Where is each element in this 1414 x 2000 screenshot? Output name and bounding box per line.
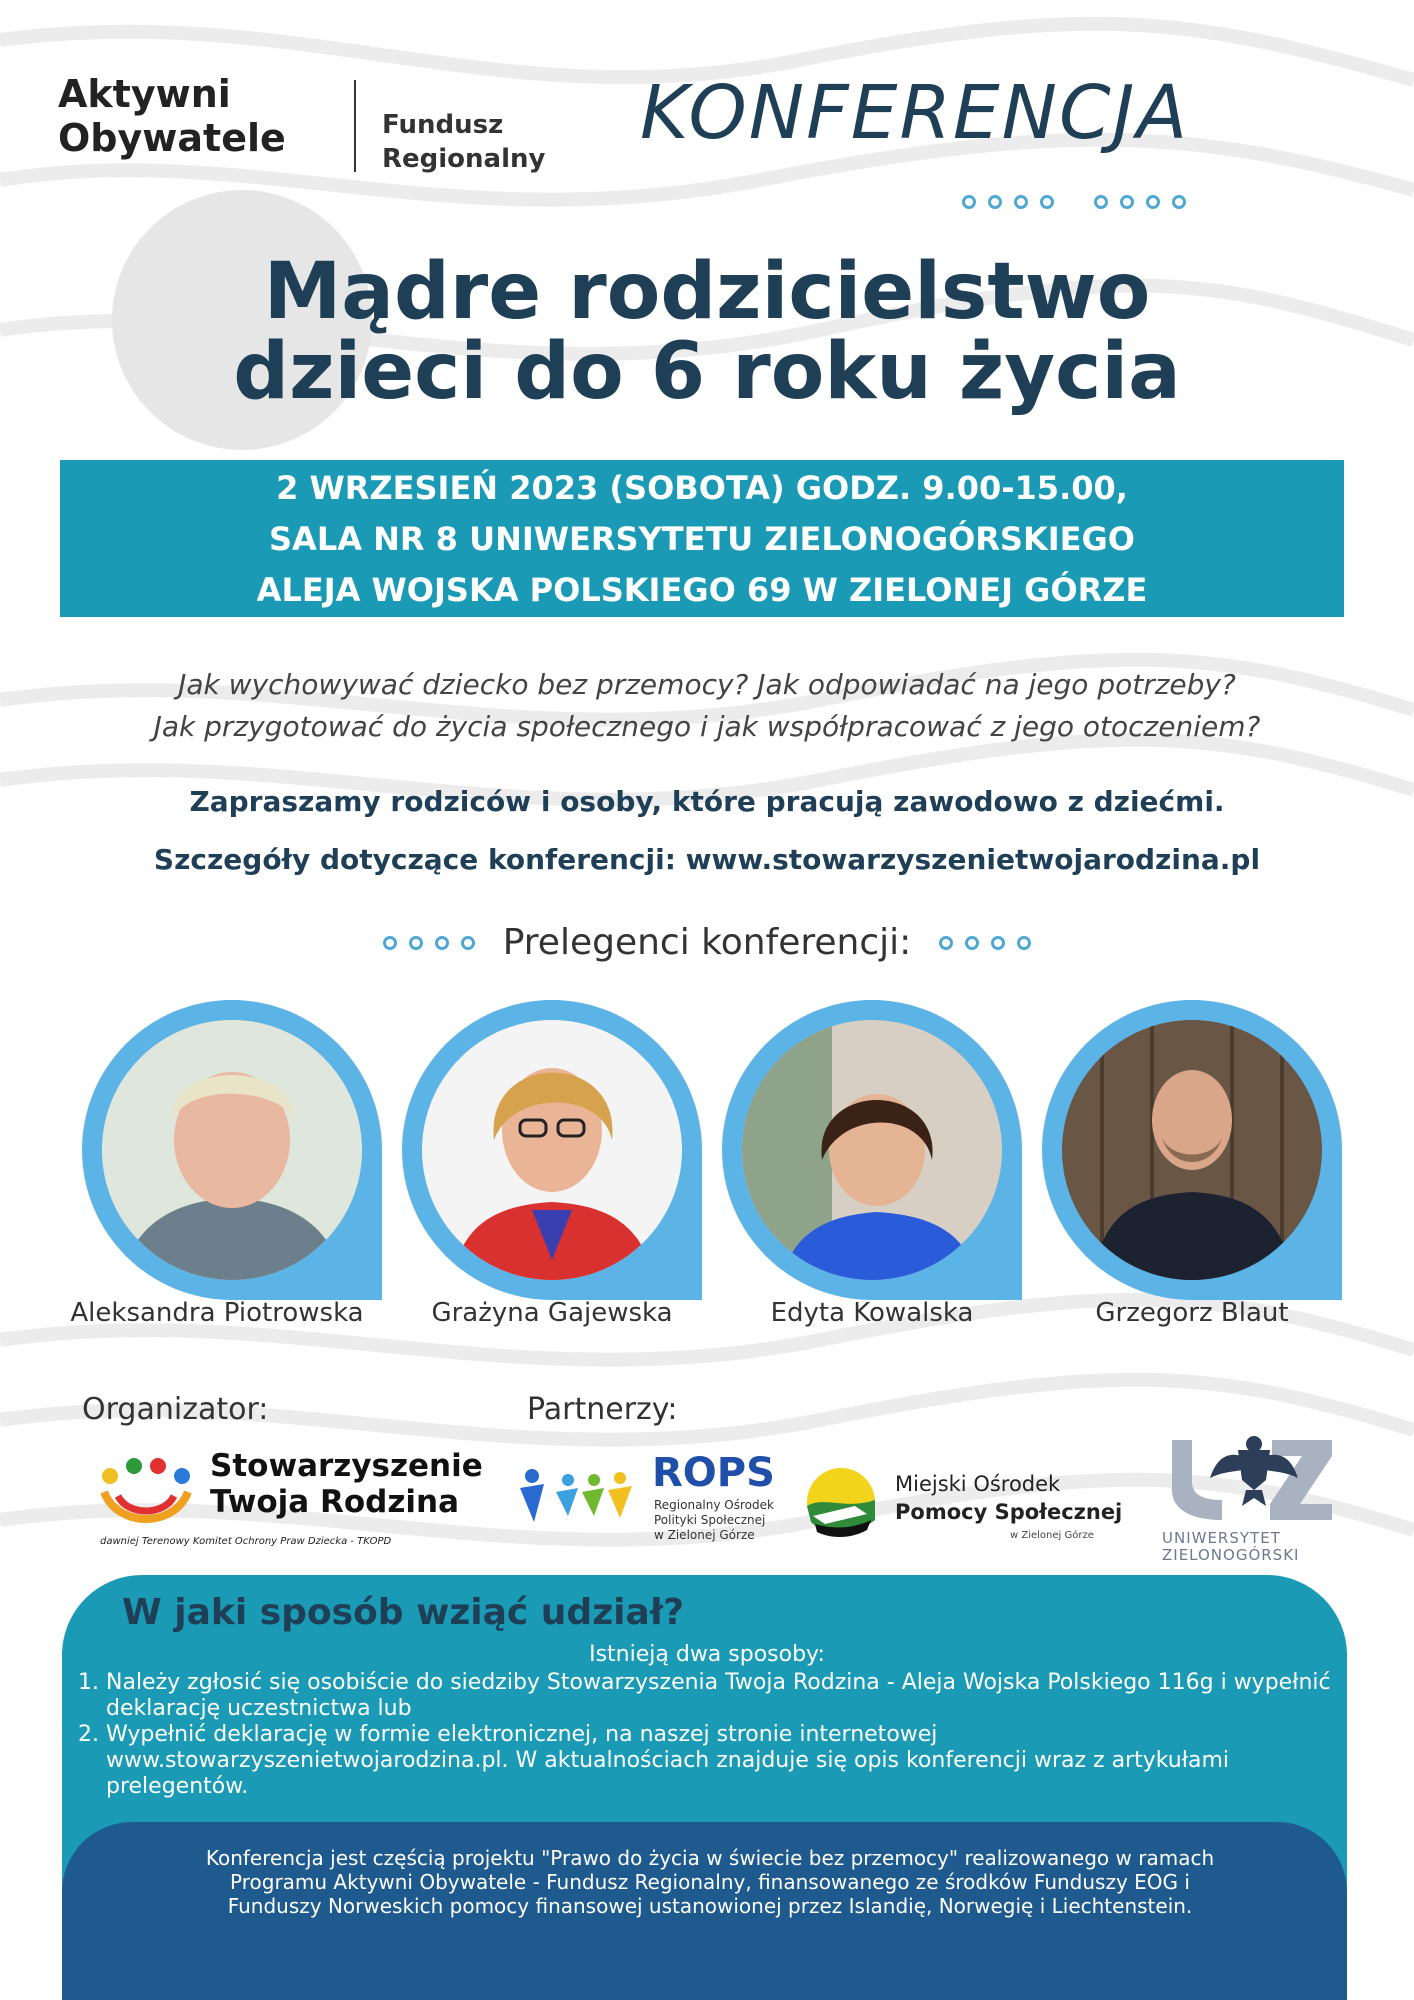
mops-logo-line2: Pomocy Społecznej (895, 1500, 1123, 1524)
rops-logo-name: ROPS (652, 1450, 775, 1496)
logo-ao-line2: Obywatele (58, 116, 286, 160)
footer-line1: Konferencja jest częścią projektu "Prawo do życia w świecie bez przemocy" realizowanego w ramach (205, 1846, 1215, 1870)
speaker-photo-frame (402, 1000, 702, 1300)
speaker-name: Edyta Kowalska (770, 1298, 974, 1328)
mops-logo-line1: Miejski Ośrodek (895, 1472, 1061, 1496)
question-line2: Jak przygotować do życia społecznego i jak współpracować z jego otoczeniem? (153, 710, 1261, 743)
how-to-join-title: W jaki sposób wziąć udział? (122, 1592, 685, 1633)
info-date: 2 WRZESIEŃ 2023 (SOBOTA) GODZ. 9.00-15.00, (276, 469, 1128, 507)
decorative-dots-right (939, 936, 1031, 950)
question-line1: Jak wychowywać dziecko bez przemocy? Jak odpowiadać na jego potrzeby? (178, 668, 1236, 701)
rops-logo-line3: w Zielonej Górze (654, 1528, 755, 1542)
footer-line2: Programu Aktywni Obywatele - Fundusz Regionalny, finansowanego ze środków Funduszy EOG i (230, 1870, 1190, 1894)
speaker-photo (422, 1020, 682, 1280)
details-link-text[interactable]: Szczegóły dotyczące konferencji: www.stowarzyszenietwojarodzina.pl (153, 843, 1261, 876)
speaker-photo (102, 1020, 362, 1280)
mops-logo-line3: w Zielonej Górze (1010, 1530, 1094, 1541)
event-title-line1: Mądre rodzicielstwo (263, 247, 1151, 337)
logo-fr-line2: Regionalny (382, 144, 546, 174)
mops-logo (805, 1462, 1125, 1542)
footer-text (110, 1846, 1310, 1918)
speaker-name: Grażyna Gajewska (431, 1298, 673, 1328)
rops-people-icon (516, 1466, 636, 1526)
list-item: 1. Należy zgłosić się osobiście do siedziby Stowarzyszenia Twoja Rodzina - Aleja Wojska Polskiego 116g i wypełnić deklarację uczestnictwa lub (106, 1670, 1332, 1722)
event-title-line2: dzieci do 6 roku życia (233, 327, 1181, 417)
footer-line3: Funduszy Norweskich pomocy finansowej ustanowionej przez Islandię, Norwegię i Liechtenstein. (227, 1894, 1193, 1918)
decorative-dots-left (383, 936, 475, 950)
logo-fr-line1: Fundusz (382, 110, 504, 140)
uz-logo (1158, 1420, 1348, 1570)
speaker-name: Aleksandra Piotrowska (70, 1298, 364, 1328)
speaker-photo-frame (722, 1000, 1022, 1300)
speaker-photo-frame (82, 1000, 382, 1300)
aktywni-obywatele-logo (58, 72, 286, 160)
rops-logo-line2: Polityki Społecznej (654, 1513, 766, 1527)
speaker-name: Grzegorz Blaut (1095, 1298, 1289, 1328)
event-info-box (60, 460, 1344, 617)
speakers-heading-row (0, 922, 1414, 963)
family-icon (98, 1452, 194, 1532)
uz-logo-line1: UNIWERSYTET (1162, 1529, 1281, 1547)
uz-eagle-icon (1162, 1420, 1342, 1530)
org-logo-line1: Stowarzyszenie (210, 1448, 483, 1484)
invite-text: Zapraszamy rodziców i osoby, które pracują zawodowo z dziećmi. (189, 785, 1225, 818)
info-address: ALEJA WOJSKA POLSKIEGO 69 W ZIELONEJ GÓRZE (256, 571, 1148, 609)
organizer-logo (98, 1448, 483, 1558)
info-room: SALA NR 8 UNIWERSYTETU ZIELONOGÓRSKIEGO (269, 520, 1135, 558)
logo-divider (354, 80, 356, 172)
speakers-heading: Prelegenci konferencji: (502, 922, 912, 963)
list-item: 2. Wypełnić deklarację w formie elektronicznej, na naszej stronie internetowej www.stowarzyszenietwojarodzina.pl. W aktualnościach znajduje się opis konferencji wraz z artykułami prelegentów. (106, 1722, 1332, 1800)
how-to-join-list (82, 1670, 1332, 1800)
rops-logo (516, 1450, 780, 1550)
organizer-label: Organizator: (82, 1392, 269, 1427)
fundusz-regionalny-logo (382, 108, 545, 176)
decorative-dots-top (962, 195, 1186, 209)
org-logo-line2: Twoja Rodzina (210, 1484, 460, 1520)
how-to-join-subtitle: Istnieją dwa sposoby: (589, 1642, 825, 1667)
event-title (0, 247, 1414, 417)
konferencja-heading: KONFERENCJA (640, 70, 1190, 156)
logo-ao-line1: Aktywni (58, 72, 231, 116)
partners-label: Partnerzy: (527, 1392, 678, 1427)
speaker-photo-frame (1042, 1000, 1342, 1300)
speaker-photo (742, 1020, 1002, 1280)
org-logo-sub: dawniej Terenowy Komitet Ochrony Praw Dziecka - TKOPD (100, 1536, 392, 1547)
speaker-photo (1062, 1020, 1322, 1280)
uz-logo-line2: ZIELONOGÓRSKI (1162, 1546, 1300, 1564)
rops-logo-line1: Regionalny Ośrodek (654, 1498, 774, 1512)
mops-emblem-icon (805, 1466, 877, 1538)
